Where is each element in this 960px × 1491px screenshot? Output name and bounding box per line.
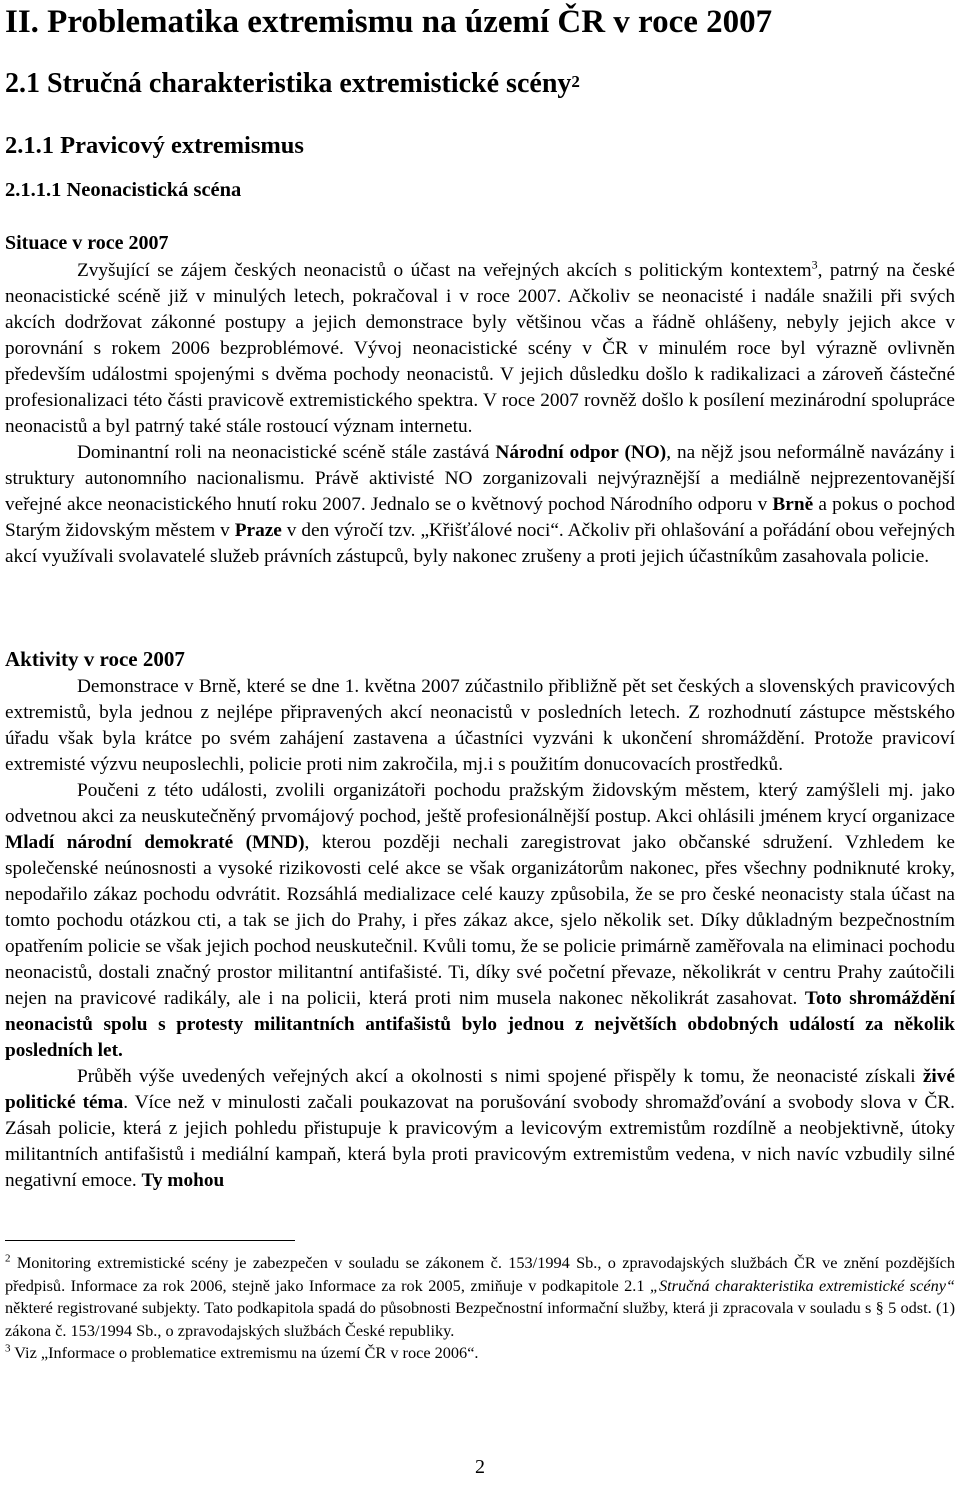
footnote-ref-2: 2 (571, 72, 580, 91)
paragraph: Demonstrace v Brně, které se dne 1. května 2007 zúčastnilo přibližně pět set českých a slovenských pravicových extremistů, byla jednou z nejlépe připravených akcí neonacistů v posledních letech. Z rozhodnutí zástupce městského úřadu však byla krátce po svém zahájení zastavena a účastníci vyzváni k ukončení shromáždění. Protože pravicoví extremisté výzvu neuposlechli, policie proti nim zakročila, mj.i s použitím donucovacích prostředků. (5, 676, 955, 775)
bold-text: Praze (234, 520, 282, 541)
subsubsection-heading: 2.1.1.1 Neonacistická scéna (5, 179, 242, 201)
bold-text: Ty mohou (141, 1170, 225, 1191)
bold-text: Toto shromáždění neonacistů spolu s protesty militantních antifašistů bylo jednou z největších obdobných událostí za několik posledních let. (5, 988, 955, 1061)
paragraph (5, 440, 955, 570)
paragraph-text: . Více než v minulosti začali poukazovat na porušování svobody shromažďování a svobody slova v ČR. Zásah policie, která z jejich pohledu přistupuje k pravicovým a levicovým extremistům rozdílně a neobjektivně, útoky militantních antifašistů i mediální kampaň, která byla proti pravicovým extremistům vedena, v nich navíc vzbudily silné negativní emoce. (5, 1092, 955, 1191)
paragraph (5, 1064, 955, 1194)
footnote-3 (5, 1342, 955, 1365)
footnotes (5, 1252, 955, 1365)
footnote-text: Monitoring extremistické scény je zabezpečen v souladu se zákonem č. 153/1994 Sb., o zpravodajských službách ČR ve znění pozdějších předpisů. Informace za rok 2006, stejně jako Informace za rok 2005, zmiňuje v podkapitole 2.1 (5, 1253, 955, 1295)
footnote-number: 3 (5, 1342, 11, 1355)
section-aktivity-title: Aktivity v roce 2007 (5, 647, 185, 671)
bold-text: Mladí národní demokraté (MND) (5, 832, 305, 853)
bold-text: Národní odpor (NO) (495, 442, 667, 463)
section-heading-text: 2.1 Stručná charakteristika extremistické scény (5, 68, 572, 99)
section-heading (5, 64, 580, 104)
footnote-2 (5, 1252, 955, 1342)
paragraph-text: Poučeni z této události, zvolili organizátoři pochodu pražským židovským městem, který zamýšleli mj. jako odvetnou akci za neuskutečněný prvomájový pochod, ještě profesionálnější postup. Akci ohlásili jménem krycí organizace (5, 780, 955, 827)
paragraph-text: , patrný na české neonacistické scéně již v minulých letech, pokračoval i v roce 2007. Ačkoliv se neonacisté i nadále snažili při svých akcích dodržovat zákonné postupy a jejich demonstrace byly většinou včas a řádně ohlášeny, nebyly jejich akce v porovnání s rokem 2006 bezproblémové. Vývoj neonacistické scény v ČR v minulém roce byl výrazně ovlivněn především událostmi spojenými s dvěma pochody neonacistů. V jejich důsledku došlo k radikalizaci a zároveň částečné profesionalizaci této části pravicově extremistického spektra. V roce 2007 rovněž došlo k posílení mezinárodní spolupráce neonacistů a byl patrný také stále rostoucí význam internetu. (5, 260, 955, 437)
paragraph-text: v den výročí tzv. „Křišťálové noci“. Ačkoliv při ohlašování a pořádání obou veřejných akcí využívali svolavatelé služeb právních zástupců, byly nakonec zrušeny a proti jejich účastníkům zasahovala policie. (5, 520, 955, 567)
paragraph-text: a pokus o pochod Starým židovským městem v (5, 494, 955, 541)
paragraph-text: , kterou později nechali zaregistrovat jako občanské sdružení. Vzhledem ke společenské neúnosnosti a vysoké rizikovosti celé akce se však organizátorům nakonec, přes všechny podniknuté kroky, nepodařilo zákaz pochodu odvrátit. Rozsáhlá medializace celé kauzy způsobila, že se pro české neonacisty stala účast na tomto pochodu otázkou cti, a tak se jich do Prahy, i přes zákaz akce, sjelo několik set. Díky důkladným bezpečnostním opatřením policie se však jejich pochod neuskutečnil. Kvůli tomu, že se policie primárně zaměřovala na eliminaci pochodu neonacistů, dostali značný prostor militantní antifašisté. Ti, díky své početní převaze, několikrát v centru Prahy zaútočili nejen na pravicové radikály, ale i na policii, která proti nim musela nakonec několikrát zasahovat. (5, 832, 955, 1009)
footnote-number: 2 (5, 1252, 11, 1265)
bold-text: živé politické téma (5, 1066, 955, 1113)
section-situace (5, 228, 955, 570)
italic-text: „Stručná charakteristika extremistické scény“ (649, 1275, 955, 1295)
section-situace-title: Situace v roce 2007 (5, 232, 169, 254)
footnote-text: některé registrované subjekty. Tato podkapitola spadá do působnosti Bezpečnostní informační služby, která ji zpracovala v souladu s § 5 odst. (1) zákona č. 153/1994 Sb., o zpravodajských službách České republiky. (5, 1298, 955, 1340)
paragraph-text: Zvyšující se zájem českých neonacistů o účast na veřejných akcích s politickým kontextem (77, 260, 812, 281)
bold-text: Brně (772, 494, 814, 515)
paragraph (5, 258, 955, 440)
subsection-heading: 2.1.1 Pravicový extremismus (5, 132, 304, 159)
paragraph-text: , na nějž jsou neformálně navázány i struktury autonomního nacionalismu. Právě aktivisté NO zorganizovali nejvýraznější a mediálně nejprezentovanější veřejné akce neonacistického hnutí roku 2007. Jednalo se o květnový pochod Národního odporu v (5, 442, 956, 515)
section-aktivity (5, 644, 955, 1194)
paragraph-text: Dominantní roli na neonacistické scéně stále zastává (77, 442, 496, 463)
paragraph (5, 778, 955, 1064)
chapter-heading: II. Problematika extremismu na území ČR v roce 2007 (5, 4, 773, 40)
paragraph-text: Průběh výše uvedených veřejných akcí a okolnosti s nimi spojené přispěly k tomu, že neonacisté získali (77, 1066, 923, 1087)
page-number: 2 (475, 1456, 485, 1478)
footnote-ref-3: 3 (811, 257, 818, 272)
footnote-text: Viz „Informace o problematice extremismu na území ČR v roce 2006“. (10, 1343, 479, 1362)
footnote-separator (5, 1240, 295, 1241)
